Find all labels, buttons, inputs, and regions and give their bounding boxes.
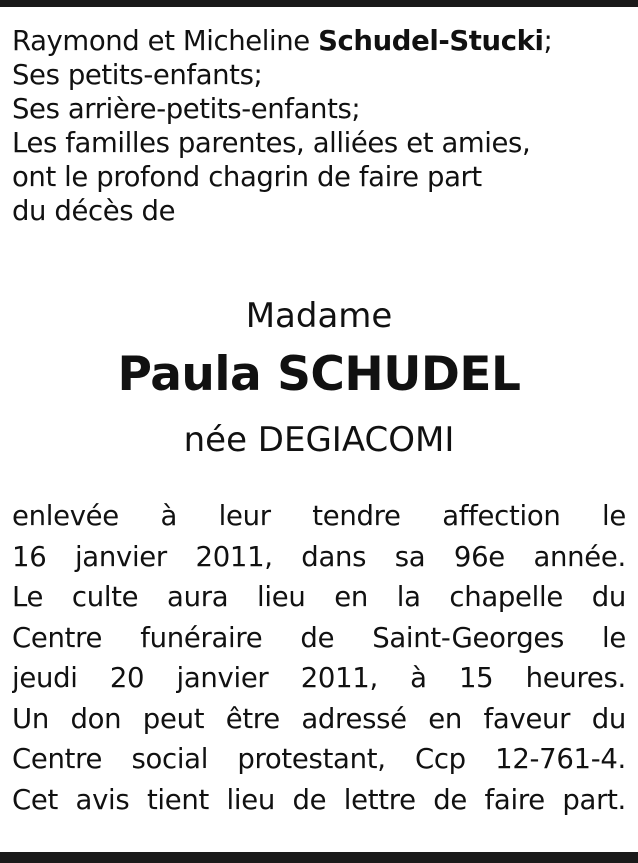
details-line: enlevée à leur tendre affection le bbox=[12, 500, 626, 532]
details-line: 16 janvier 2011, dans sa 96e année. bbox=[12, 540, 626, 573]
intro-family-surname: Schudel-Stucki bbox=[318, 25, 544, 57]
intro-line-grandchildren: Ses petits-enfants; bbox=[12, 59, 263, 91]
intro-line-family bbox=[12, 24, 628, 58]
details-line: Centre funéraire de Saint-Georges le bbox=[12, 621, 626, 654]
details-line: Le culte aura lieu en la chapelle du bbox=[12, 581, 626, 613]
announcement-intro bbox=[12, 24, 628, 228]
intro-family-punctuation: ; bbox=[543, 25, 553, 57]
bottom-border-rule bbox=[0, 852, 638, 863]
intro-line-chagrin: ont le profond chagrin de faire part bbox=[12, 161, 482, 193]
intro-line-deces: du décès de bbox=[12, 195, 176, 227]
intro-line-great-grandchildren: Ses arrière-petits-enfants; bbox=[12, 93, 361, 125]
deceased-title: Madame bbox=[245, 296, 393, 336]
intro-family-names: Raymond et Micheline bbox=[12, 25, 319, 57]
top-border-rule bbox=[0, 0, 638, 7]
details-line: Cet avis tient lieu de lettre de faire part. bbox=[12, 783, 626, 816]
details-line: Centre social protestant, Ccp 12-761-4. bbox=[12, 743, 626, 775]
intro-line-families: Les familles parentes, alliées et amies, bbox=[12, 127, 531, 159]
details-line: Un don peut être adressé en faveur du bbox=[12, 702, 626, 735]
deceased-maiden-name: née DEGIACOMI bbox=[183, 420, 455, 460]
announcement-details bbox=[12, 496, 626, 820]
deceased-name: Paula SCHUDEL bbox=[117, 347, 521, 402]
details-line: jeudi 20 janvier 2011, à 15 heures. bbox=[12, 662, 626, 694]
